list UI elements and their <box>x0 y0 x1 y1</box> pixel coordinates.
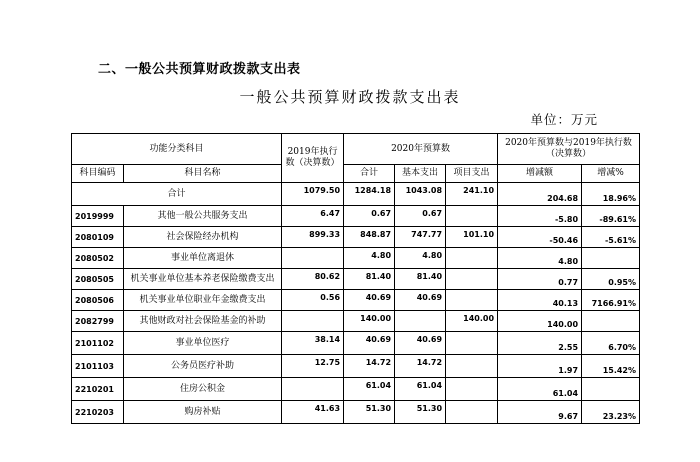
row-code: 2080506 <box>72 290 124 311</box>
row-project <box>446 248 498 269</box>
header-increase-pct: 增减% <box>582 165 640 183</box>
row-name: 购房补贴 <box>124 401 282 424</box>
row-total: 14.72 <box>344 355 395 378</box>
row-project <box>446 401 498 424</box>
total-exec-2019: 1079.50 <box>282 183 344 206</box>
row-name: 机关事业单位基本养老保险缴费支出 <box>124 269 282 290</box>
row-basic: 40.69 <box>395 332 446 355</box>
row-project <box>446 290 498 311</box>
table-row <box>72 332 640 355</box>
row-increase: -5.80 <box>498 206 582 227</box>
row-exec-2019: 80.62 <box>282 269 344 290</box>
section-heading: 二、一般公共预算财政拨款支出表 <box>98 62 301 77</box>
row-name: 事业单位离退休 <box>124 248 282 269</box>
row-name: 公务员医疗补助 <box>124 355 282 378</box>
row-project <box>446 206 498 227</box>
row-code: 2080109 <box>72 227 124 248</box>
table-title: 一般公共预算财政拨款支出表 <box>239 88 461 106</box>
total-total: 1284.18 <box>344 183 395 206</box>
row-increase: 1.97 <box>498 355 582 378</box>
header-func-category: 功能分类科目 <box>72 134 282 165</box>
row-basic: 0.67 <box>395 206 446 227</box>
row-basic: 61.04 <box>395 378 446 401</box>
row-exec-2019: 6.47 <box>282 206 344 227</box>
row-code: 2101103 <box>72 355 124 378</box>
table-row <box>72 311 640 332</box>
row-increase: 40.13 <box>498 290 582 311</box>
row-project: 101.10 <box>446 227 498 248</box>
row-basic: 40.69 <box>395 290 446 311</box>
row-project <box>446 355 498 378</box>
row-increase-pct: -5.61% <box>582 227 640 248</box>
header-project: 项目支出 <box>446 165 498 183</box>
row-total: 61.04 <box>344 378 395 401</box>
row-code: 2210201 <box>72 378 124 401</box>
row-name: 其他一般公共服务支出 <box>124 206 282 227</box>
header-total: 合计 <box>344 165 395 183</box>
header-name: 科目名称 <box>124 165 282 183</box>
row-name: 社会保险经办机构 <box>124 227 282 248</box>
table-row <box>72 248 640 269</box>
total-increase-pct: 18.96% <box>582 183 640 206</box>
table-row <box>72 227 640 248</box>
row-basic: 14.72 <box>395 355 446 378</box>
row-project <box>446 378 498 401</box>
row-increase-pct: 7166.91% <box>582 290 640 311</box>
row-increase: 4.80 <box>498 248 582 269</box>
row-increase: 2.55 <box>498 332 582 355</box>
row-total: 40.69 <box>344 332 395 355</box>
row-code: 2080502 <box>72 248 124 269</box>
table-row <box>72 206 640 227</box>
row-increase-pct: 15.42% <box>582 355 640 378</box>
row-exec-2019: 38.14 <box>282 332 344 355</box>
header-budget-2020: 2020年预算数 <box>344 134 498 165</box>
row-increase: 140.00 <box>498 311 582 332</box>
row-project <box>446 332 498 355</box>
row-increase-pct <box>582 311 640 332</box>
row-project <box>446 269 498 290</box>
row-total: 848.87 <box>344 227 395 248</box>
row-code: 2080505 <box>72 269 124 290</box>
unit-label: 单位：万元 <box>530 112 598 127</box>
row-increase-pct: 23.23% <box>582 401 640 424</box>
row-increase-pct: 0.95% <box>582 269 640 290</box>
row-basic: 81.40 <box>395 269 446 290</box>
row-exec-2019 <box>282 311 344 332</box>
row-code: 2019999 <box>72 206 124 227</box>
row-basic: 4.80 <box>395 248 446 269</box>
header-code: 科目编码 <box>72 165 124 183</box>
table-row <box>72 378 640 401</box>
row-exec-2019: 0.56 <box>282 290 344 311</box>
row-increase: 61.04 <box>498 378 582 401</box>
table-row <box>72 269 640 290</box>
total-project: 241.10 <box>446 183 498 206</box>
row-name: 其他财政对社会保险基金的补助 <box>124 311 282 332</box>
row-increase-pct <box>582 248 640 269</box>
row-increase-pct <box>582 378 640 401</box>
row-code: 2210203 <box>72 401 124 424</box>
row-name: 事业单位医疗 <box>124 332 282 355</box>
row-increase-pct: -89.61% <box>582 206 640 227</box>
row-exec-2019 <box>282 378 344 401</box>
row-basic <box>395 311 446 332</box>
row-total: 40.69 <box>344 290 395 311</box>
row-name: 住房公积金 <box>124 378 282 401</box>
row-project: 140.00 <box>446 311 498 332</box>
header-compare: 2020年预算数与2019年执行数（决算数） <box>498 134 640 165</box>
row-basic: 51.30 <box>395 401 446 424</box>
table-row <box>72 401 640 424</box>
header-exec-2019: 2019年执行数（决算数） <box>282 134 344 183</box>
row-name: 机关事业单位职业年金缴费支出 <box>124 290 282 311</box>
row-total: 81.40 <box>344 269 395 290</box>
row-code: 2101102 <box>72 332 124 355</box>
row-basic: 747.77 <box>395 227 446 248</box>
row-exec-2019: 41.63 <box>282 401 344 424</box>
total-row <box>72 183 640 206</box>
table-row <box>72 355 640 378</box>
total-increase: 204.68 <box>498 183 582 206</box>
row-increase: 9.67 <box>498 401 582 424</box>
expenditure-table <box>71 133 640 424</box>
row-total: 4.80 <box>344 248 395 269</box>
row-exec-2019 <box>282 248 344 269</box>
row-increase-pct: 6.70% <box>582 332 640 355</box>
row-total: 140.00 <box>344 311 395 332</box>
header-basic: 基本支出 <box>395 165 446 183</box>
row-exec-2019: 899.33 <box>282 227 344 248</box>
row-total: 51.30 <box>344 401 395 424</box>
row-code: 2082799 <box>72 311 124 332</box>
table-row <box>72 290 640 311</box>
total-label: 合计 <box>72 183 282 206</box>
header-increase: 增减额 <box>498 165 582 183</box>
row-total: 0.67 <box>344 206 395 227</box>
row-increase: -50.46 <box>498 227 582 248</box>
row-exec-2019: 12.75 <box>282 355 344 378</box>
total-basic: 1043.08 <box>395 183 446 206</box>
row-increase: 0.77 <box>498 269 582 290</box>
